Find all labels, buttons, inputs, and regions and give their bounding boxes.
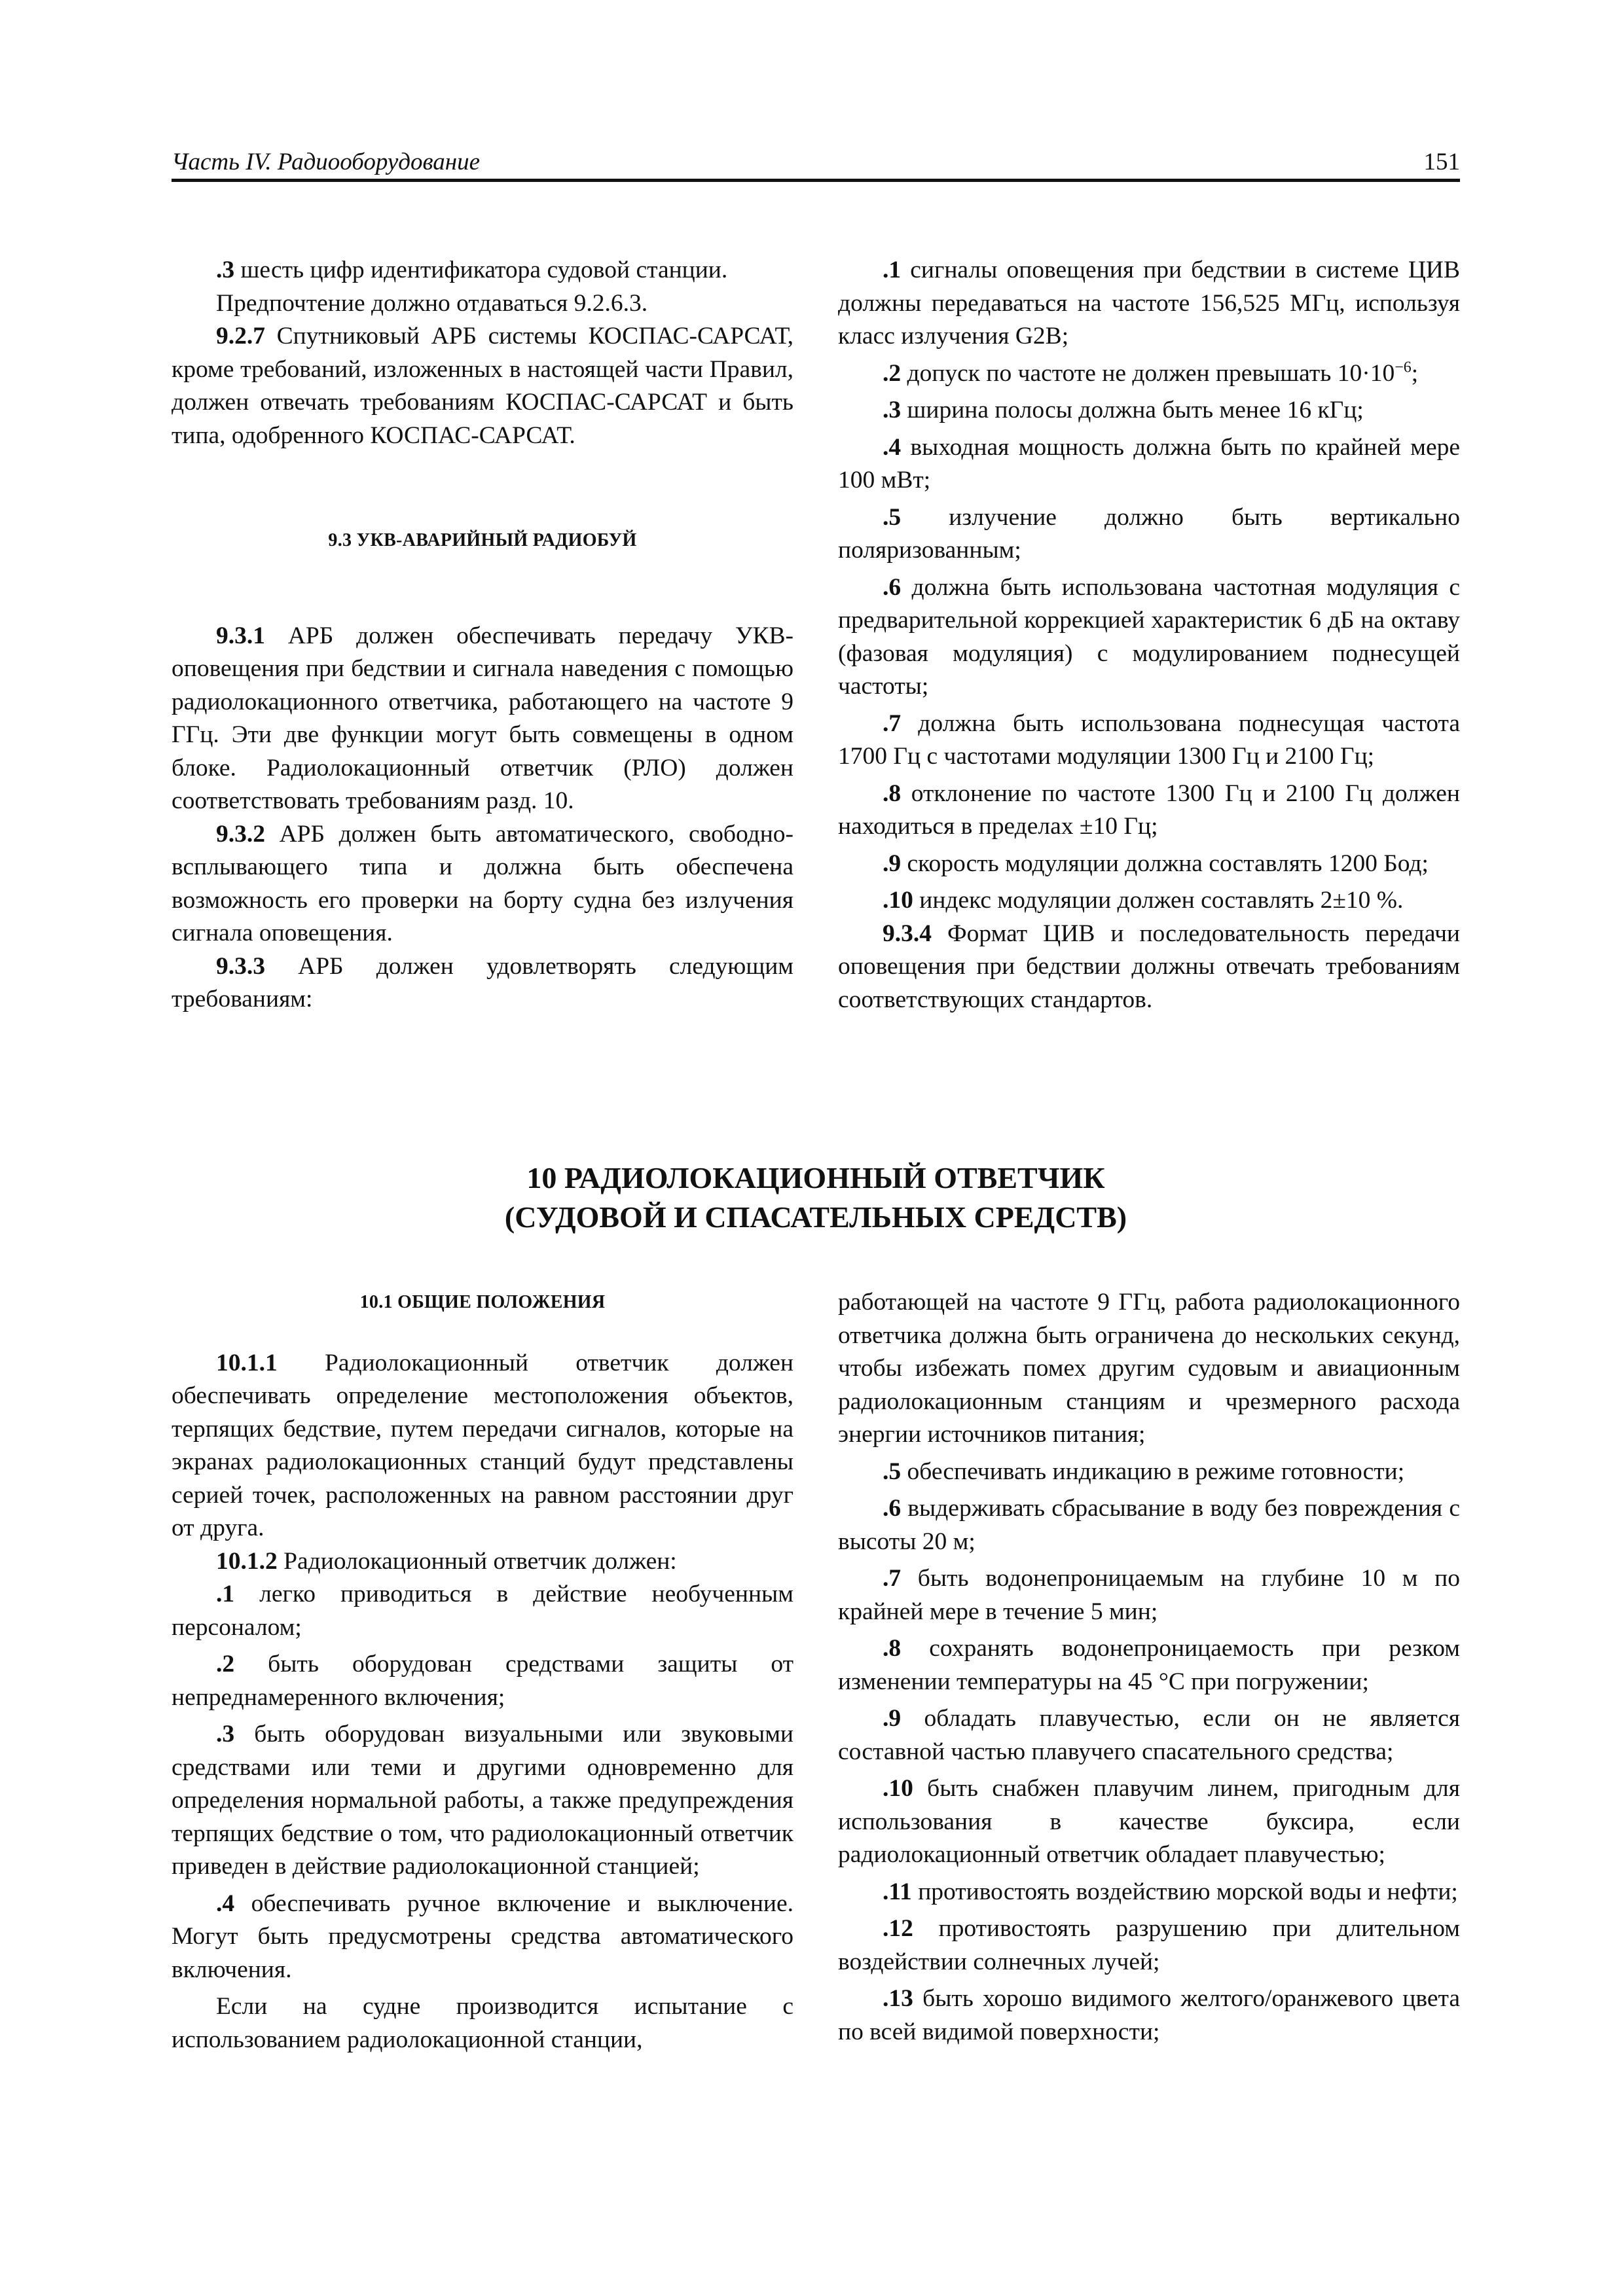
list-item: .7 должна быть использована поднесущая частота 1700 Гц с частотами модуляции 1300 Гц и 2100 Гц; (838, 709, 1460, 770)
page-number: 151 (1423, 149, 1460, 175)
list-item: .9 обладать плавучестью, если он не является составной частью плавучего спасательного средства; (838, 1705, 1460, 1765)
chapter-title-line1: 10 РАДИОЛОКАЦИОННЫЙ ОТВЕТЧИК (526, 1161, 1105, 1194)
list-item: .8 сохранять водонепроницаемость при резком изменении температуры на 45 °С при погружении; (838, 1635, 1460, 1695)
top-left-column (172, 254, 793, 1016)
list-item: .12 противостоять разрушению при длительном воздействии солнечных лучей; (838, 1915, 1460, 1975)
list-item: .2 быть оборудован средствами защиты от непреднамеренного включения; (172, 1651, 793, 1711)
paragraph: 9.3.2 АРБ должен быть автоматического, свободно-всплывающего типа и должна быть обеспечена возможность его проверки на борту судна без излучения сигнала оповещения. (172, 820, 793, 946)
chapter-title-line2: (СУДОВОЙ И СПАСАТЕЛЬНЫХ СРЕДСТВ) (504, 1200, 1127, 1234)
top-right-column (838, 254, 1460, 1016)
list-item: .8 отклонение по частоте 1300 Гц и 2100 Гц должен находиться в пределах ±10 Гц; (838, 780, 1460, 840)
list-item: .11 противостоять воздействию морской воды и нефти; (883, 1878, 1458, 1905)
section-heading: 10.1 ОБЩИЕ ПОЛОЖЕНИЯ (359, 1292, 606, 1312)
paragraph: Предпочтение должно отдаваться 9.2.6.3. (216, 289, 648, 317)
list-item: .6 выдерживать сбрасывание в воду без повреждения с высоты 20 м; (838, 1495, 1460, 1555)
paragraph: 10.1.2 Радиолокационный ответчик должен: (216, 1547, 677, 1575)
section-heading: 9.3 УКВ-АВАРИЙНЫЙ РАДИОБУЙ (328, 530, 637, 550)
paragraph: Если на судне производится испытание с использованием радиолокационной станции, (172, 1993, 793, 2053)
paragraph: работающей на частоте 9 ГГц, работа радиолокационного ответчика должна быть ограничена до нескольких секунд, чтобы избежать помех другим судовым и авиационным радиолокационным станциям и чрезмерного расхода энергии источников питания; (838, 1289, 1460, 1448)
paragraph: 9.2.7 Спутниковый АРБ системы КОСПАС-САРСАТ, кроме требований, изложенных в настоящей части Правил, должен отвечать требованиям КОСПАС-САРСАТ и быть типа, одобренного КОСПАС-САРСАТ. (172, 323, 793, 449)
list-item: .4 обеспечивать ручное включение и выключение. Могут быть предусмотрены средства автоматического включения. (172, 1890, 793, 1983)
list-item: .7 быть водонепроницаемым на глубине 10 м по крайней мере в течение 5 мин; (838, 1565, 1460, 1625)
list-item: .10 индекс модуляции должен составлять 2±10 %. (883, 887, 1404, 914)
list-item: .5 излучение должно быть вертикально поляризованным; (838, 503, 1460, 564)
paragraph: 9.3.4 Формат ЦИВ и последовательность передачи оповещения при бедствии должны отвечать требованиям соответствующих стандартов. (838, 920, 1460, 1013)
list-item: .2 допуск по частоте не должен превышать $10\cdot 10^{-6}$; (883, 359, 1419, 387)
running-title: Часть IV. Радиооборудование (172, 149, 481, 175)
page-header (172, 145, 1460, 182)
list-item: .1 легко приводиться в действие необученным персоналом; (172, 1581, 793, 1641)
list-item: .13 быть хорошо видимого желтого/оранжевого цвета по всей видимой поверхности; (838, 1985, 1460, 2045)
bottom-right-column (838, 1286, 1460, 2049)
paragraph: 9.3.1 АРБ должен обеспечивать передачу УКВ-оповещения при бедствии и сигнала наведения с помощью радиолокационного ответчика, работающего на частоте 9 ГГц. Эти две функции могут быть совмещены в одном блоке. Радиолокационный ответчик (РЛО) должен соответствовать требованиям разд. 10. (172, 622, 793, 814)
paragraph: 9.3.3 АРБ должен удовлетворять следующим требованиям: (172, 952, 793, 1013)
list-item: .3 быть оборудован визуальными или звуковыми средствами или теми и другими одновременно для определения нормальной работы, а также предупреждения терпящих бедствие о том, что радиолокационный ответчик приведен в действие радиолокационной станцией; (172, 1721, 793, 1880)
list-item: .4 выходная мощность должна быть по крайней мере 100 мВт; (838, 433, 1460, 493)
list-item: .1 сигналы оповещения при бедствии в системе ЦИВ должны передаваться на частоте 156,525 МГц, используя класс излучения G2B; (838, 257, 1460, 350)
list-item: .10 быть снабжен плавучим линем, пригодным для использования в качестве буксира, если радиолокационный ответчик обладает плавучестью; (838, 1775, 1460, 1868)
paragraph: .3 шесть цифр идентификатора судовой станции. (216, 257, 728, 283)
paragraph: 10.1.1 Радиолокационный ответчик должен обеспечивать определение местоположения объектов, терпящих бедствие, путем передачи сигналов, которые на экранах радиолокационных станций будут представлены серией точек, расположенных на равном расстоянии друг от друга. (172, 1349, 793, 1541)
list-item: .6 должна быть использована частотная модуляция с предварительной коррекцией характеристик 6 дБ на октаву (фазовая модуляция) с модулированием поднесущей частоты; (838, 573, 1460, 700)
list-item: .3 ширина полосы должна быть менее 16 кГц; (883, 397, 1364, 423)
list-item: .9 скорость модуляции должна составлять 1200 Бод; (883, 850, 1429, 877)
bottom-left-column (172, 1286, 793, 2056)
list-item: .5 обеспечивать индикацию в режиме готовности; (883, 1458, 1405, 1485)
chapter-title (172, 1158, 1460, 1237)
